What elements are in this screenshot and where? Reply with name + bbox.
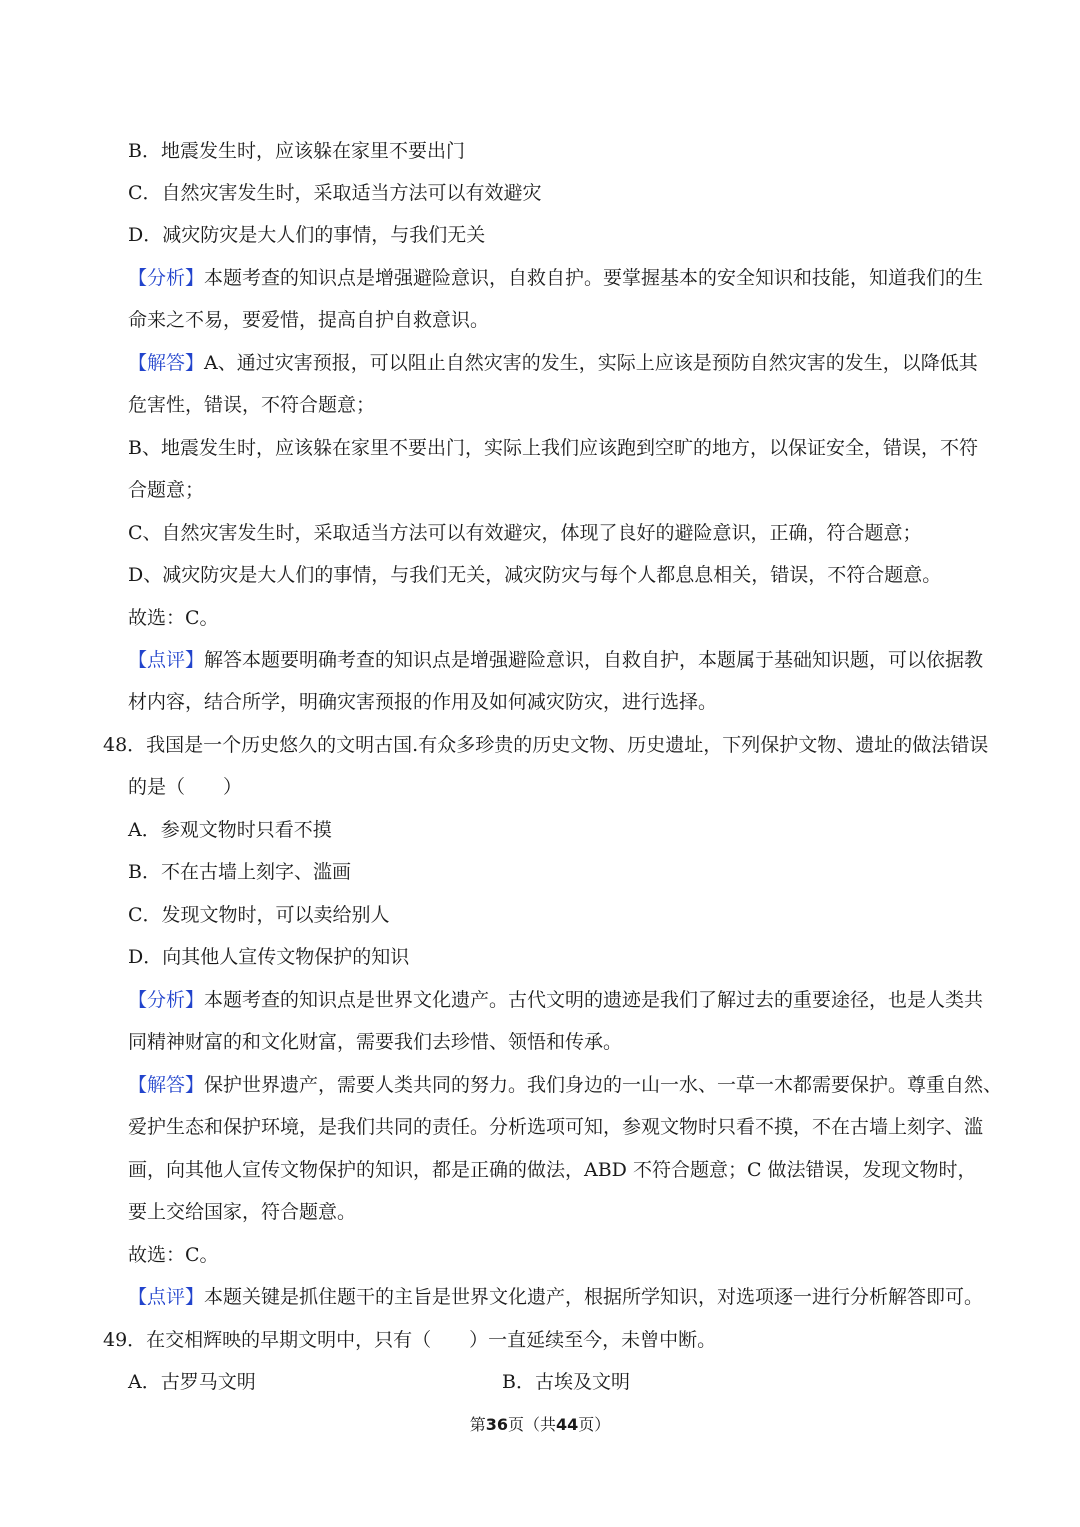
q48-stem-line-1: 48．我国是一个历史悠久的文明古国.有众多珍贵的历史文物、历史遗址，下列保护文物、遗址的做法错误 — [103, 734, 989, 756]
q47-answer-line-5: C、自然灾害发生时，采取适当方法可以有效避灾，体现了良好的避险意识，正确，符合题意； — [128, 522, 922, 544]
q47-analysis-line-2: 命来之不易，要爱惜，提高自护自救意识。 — [128, 309, 490, 331]
q49-option-a: A．古罗马文明 — [128, 1371, 256, 1393]
analysis-tag: 【分析】 — [128, 989, 205, 1011]
answer-tag: 【解答】 — [128, 352, 205, 374]
q48-option-b: B．不在古墙上刻字、滥画 — [128, 861, 351, 883]
footer-suffix: 页） — [578, 1415, 611, 1434]
q47-answer-line-2: 危害性，错误，不符合题意； — [128, 394, 376, 416]
q47-option-c: C．自然灾害发生时，采取适当方法可以有效避灾 — [128, 182, 542, 204]
comment-text: 解答本题要明确考查的知识点是增强避险意识，自救自护，本题属于基础知识题，可以依据教 — [204, 649, 984, 671]
q47-answer-line-4: 合题意； — [128, 479, 205, 501]
q48-option-a: A．参观文物时只看不摸 — [128, 819, 332, 841]
answer-text: 保护世界遗产，需要人类共同的努力。我们身边的一山一水、一草一木都需要保护。尊重自然、 — [204, 1074, 1003, 1096]
footer-total-pages: 44 — [556, 1415, 579, 1434]
q49-stem-line-1: 49．在交相辉映的早期文明中，只有（ ）一直延续至今，未曾中断。 — [103, 1329, 717, 1351]
analysis-text: 本题考查的知识点是世界文化遗产。古代文明的遗迹是我们了解过去的重要途径，也是人类共 — [204, 989, 984, 1011]
q48-answer-line-3: 画，向其他人宣传文物保护的知识，都是正确的做法，ABD 不符合题意；C 做法错误，发现文物时， — [128, 1159, 977, 1181]
q48-comment-line-1 — [128, 1284, 983, 1310]
footer-mid: 页（共 — [507, 1415, 556, 1434]
q48-stem-line-2: 的是（ ） — [128, 776, 243, 798]
q47-option-d: D．减灾防灾是大人们的事情，与我们无关 — [128, 224, 486, 246]
answer-text: A、通过灾害预报，可以阻止自然灾害的发生，实际上应该是预防自然灾害的发生，以降低其 — [204, 352, 978, 374]
footer-page-number: 36 — [485, 1415, 508, 1434]
q48-answer-line-1 — [128, 1072, 1002, 1098]
q47-option-b: B．地震发生时，应该躲在家里不要出门 — [128, 140, 465, 162]
footer-prefix: 第 — [469, 1415, 486, 1434]
q47-analysis-line-1 — [128, 265, 983, 291]
comment-text: 本题关键是抓住题干的主旨是世界文化遗产，根据所学知识，对选项逐一进行分析解答即可。 — [204, 1286, 984, 1308]
q47-answer-line-6: D、减灾防灾是大人们的事情，与我们无关，减灾防灾与每个人都息息相关，错误，不符合题意。 — [128, 564, 942, 586]
analysis-text: 本题考查的知识点是增强避险意识，自救自护。要掌握基本的安全知识和技能，知道我们的生 — [204, 267, 984, 289]
q48-answer-line-2: 爱护生态和保护环境，是我们共同的责任。分析选项可知，参观文物时只看不摸，不在古墙上刻字、滥 — [128, 1116, 984, 1138]
q48-choice: 故选：C。 — [128, 1244, 219, 1266]
q48-analysis-line-2: 同精神财富的和文化财富，需要我们去珍惜、领悟和传承。 — [128, 1031, 623, 1053]
q47-answer-line-1 — [128, 350, 978, 376]
q47-choice: 故选：C。 — [128, 607, 219, 629]
answer-tag: 【解答】 — [128, 1074, 205, 1096]
comment-tag: 【点评】 — [128, 1286, 205, 1308]
q48-option-d: D．向其他人宣传文物保护的知识 — [128, 946, 410, 968]
q48-answer-line-4: 要上交给国家，符合题意。 — [128, 1201, 357, 1223]
q47-comment-line-2: 材内容，结合所学，明确灾害预报的作用及如何减灾防灾，进行选择。 — [128, 691, 718, 713]
q47-comment-line-1 — [128, 647, 983, 673]
comment-tag: 【点评】 — [128, 649, 205, 671]
q49-option-b: B．古埃及文明 — [502, 1371, 630, 1393]
page-footer — [0, 1414, 1080, 1436]
analysis-tag: 【分析】 — [128, 267, 205, 289]
q48-option-c: C．发现文物时，可以卖给别人 — [128, 904, 390, 926]
q48-analysis-line-1 — [128, 987, 983, 1013]
q47-answer-line-3: B、地震发生时，应该躲在家里不要出门，实际上我们应该跑到空旷的地方，以保证安全，错误，不符 — [128, 437, 978, 459]
